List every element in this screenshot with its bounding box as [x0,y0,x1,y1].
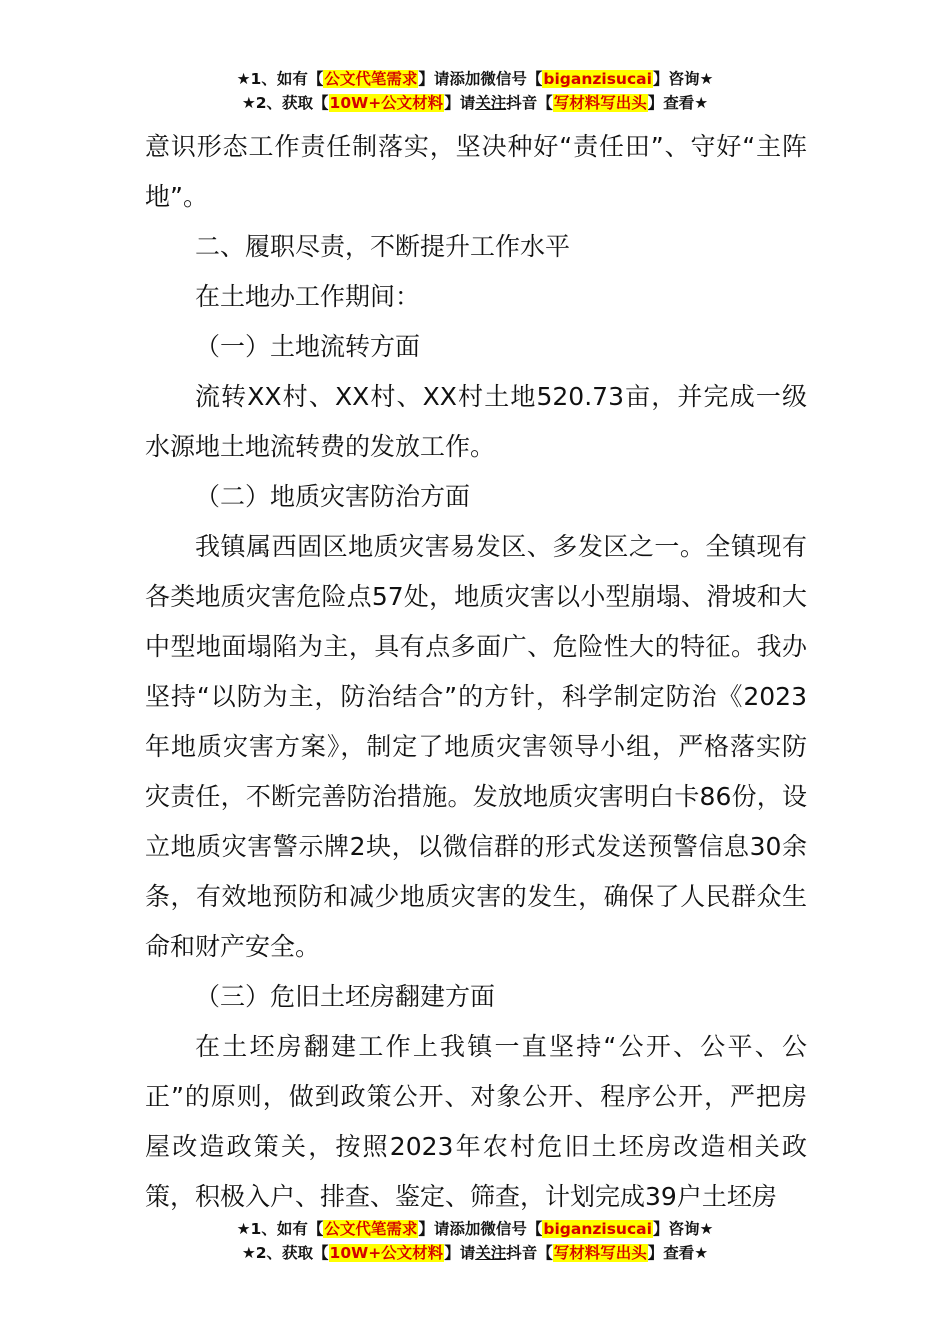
header-banner [0,67,950,115]
paragraph: 流转XX村、XX村、XX村土地520.73亩，并完成一级水源地土地流转费的发放工作。 [145,382,807,461]
document-body [145,122,807,1222]
banner-highlight: biganzisucai [543,70,652,88]
banner-line-1 [0,1217,950,1241]
subsection-heading: （二）地质灾害防治方面 [195,482,471,511]
banner-text: 】咨询★ [652,70,714,88]
subsection-heading: （三）危旧土坯房翻建方面 [195,982,496,1011]
banner-text: ★1、如有【 [236,70,324,88]
banner-text: 】请 [444,94,476,112]
banner-underline: 关注 [475,1244,507,1262]
paragraph: 在土坯房翻建工作上我镇一直坚持“公开、公平、公正”的原则，做到政策公开、对象公开、程序公开，严把房屋改造政策关，按照2023年农村危旧土坯房改造相关政策，积极入户、排查、鉴定、筛查，计划完成39户土坯房 [145,1032,807,1211]
banner-line-2 [0,91,950,115]
banner-text: 】请 [444,1244,476,1262]
banner-underline: 关注 [475,94,507,112]
banner-text: 】查看★ [647,94,709,112]
banner-text: 】请添加微信号【 [418,1220,543,1238]
banner-highlight: 10W+公文材料 [329,1244,444,1262]
subsection-heading: （一）土地流转方面 [195,332,421,361]
banner-line-1 [0,67,950,91]
section-heading: 二、履职尽责，不断提升工作水平 [195,232,571,261]
banner-highlight: 写材料写出头 [553,94,647,112]
banner-text: 】咨询★ [652,1220,714,1238]
banner-text: ★2、获取【 [241,1244,329,1262]
paragraph: 意识形态工作责任制落实，坚决种好“责任田”、守好“主阵地”。 [145,132,807,211]
banner-text: ★2、获取【 [241,94,329,112]
banner-text: 抖音【 [506,1244,553,1262]
banner-line-2 [0,1241,950,1265]
paragraph: 我镇属西固区地质灾害易发区、多发区之一。全镇现有各类地质灾害危险点57处，地质灾害以小型崩塌、滑坡和大中型地面塌陷为主，具有点多面广、危险性大的特征。我办坚持“以防为主，防治结合”的方针，科学制定防治《2023年地质灾害方案》，制定了地质灾害领导小组，严格落实防灾责任，不断完善防治措施。发放地质灾害明白卡86份，设立地质灾害警示牌2块，以微信群的形式发送预警信息30余条，有效地预防和减少地质灾害的发生，确保了人民群众生命和财产安全。 [145,532,807,961]
banner-highlight: 公文代笔需求 [324,1220,418,1238]
banner-highlight: 公文代笔需求 [324,70,418,88]
banner-highlight: biganzisucai [543,1220,652,1238]
banner-highlight: 10W+公文材料 [329,94,444,112]
banner-text: 】查看★ [647,1244,709,1262]
footer-banner [0,1217,950,1265]
banner-highlight: 写材料写出头 [553,1244,647,1262]
banner-text: 抖音【 [506,94,553,112]
banner-text: 】请添加微信号【 [418,70,543,88]
paragraph: 在土地办工作期间： [195,282,421,311]
banner-text: ★1、如有【 [236,1220,324,1238]
